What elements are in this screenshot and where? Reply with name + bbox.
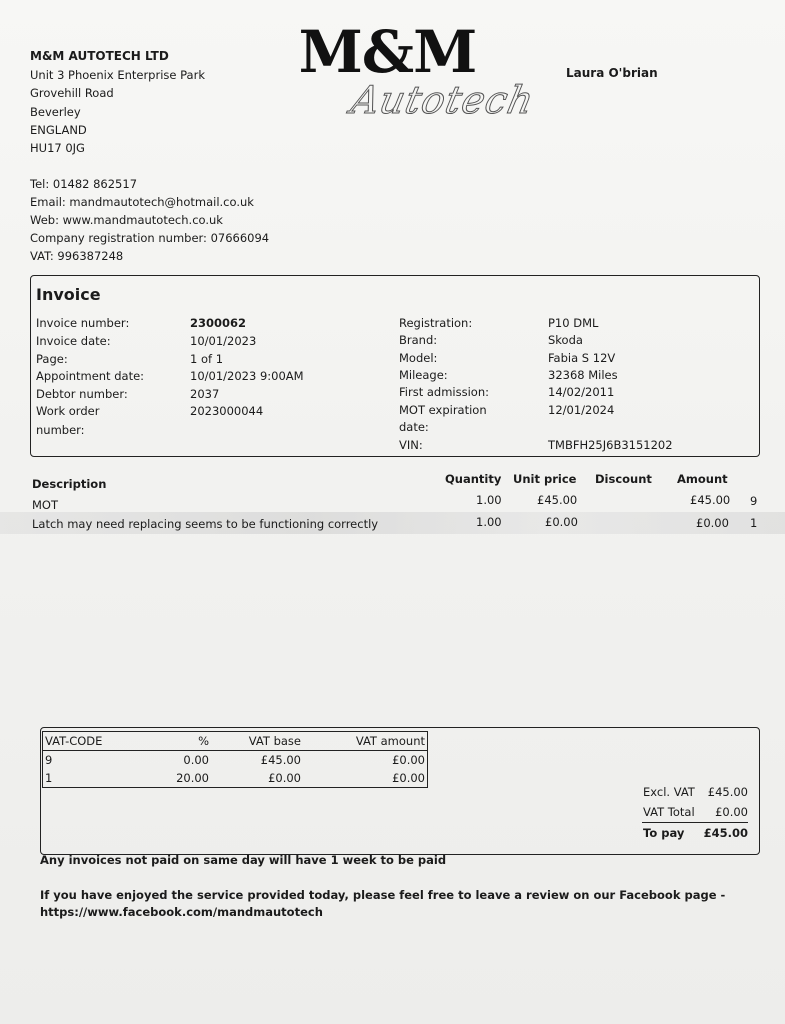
company-registration: Company registration number: 07666094 [30, 231, 270, 245]
debtor-number-label: Debtor number: [36, 387, 128, 401]
company-email: Email: mandmautotech@hotmail.co.uk [30, 195, 254, 209]
discount-header: Discount [595, 472, 652, 486]
address-line: Unit 3 Phoenix Enterprise Park [30, 68, 205, 82]
line-quantity: 1.00 [476, 493, 502, 507]
model-label: Model: [399, 351, 438, 365]
work-order-value: 2023000044 [190, 404, 264, 418]
totals-divider [642, 822, 748, 823]
logo-sub: Autotech [347, 78, 539, 122]
logo-main: M&M [298, 18, 477, 86]
vat-percent-cell: 0.00 [183, 753, 209, 767]
description-header: Description [32, 477, 107, 491]
debtor-number-value: 2037 [190, 387, 220, 401]
line-amount: £0.00 [696, 516, 729, 530]
facebook-link[interactable]: https://www.facebook.com/mandmautotech [40, 905, 323, 919]
address-line: ENGLAND [30, 123, 87, 137]
unit-price-header: Unit price [513, 472, 577, 486]
registration-label: Registration: [399, 316, 473, 330]
first-admission-label: First admission: [399, 385, 489, 399]
excl-vat-label: Excl. VAT [643, 785, 695, 799]
vat-amount-cell: £0.00 [392, 771, 425, 785]
line-description: Latch may need replacing seems to be functioning correctly [32, 517, 379, 531]
line-amount: £45.00 [690, 493, 731, 507]
registration-value: P10 DML [548, 316, 599, 330]
vin-value: TMBFH25J6B3151202 [548, 438, 673, 452]
vat-code-cell: 1 [45, 771, 53, 785]
work-order-label-cont: number: [36, 423, 85, 437]
invoice-details-box [30, 275, 760, 457]
invoice-number-value: 2300062 [190, 316, 247, 330]
vat-code-cell: 9 [45, 753, 53, 767]
mileage-value: 32368 Miles [548, 368, 618, 382]
invoice-date-label: Invoice date: [36, 334, 111, 348]
appointment-date-label: Appointment date: [36, 369, 145, 383]
address-line: Beverley [30, 105, 81, 119]
company-tel: Tel: 01482 862517 [30, 177, 138, 191]
vat-base-header: VAT base [211, 732, 303, 751]
vat-total-label: VAT Total [643, 805, 695, 819]
page-value: 1 of 1 [190, 352, 224, 366]
customer-name: Laura O'brian [566, 66, 658, 80]
invoice-number-label: Invoice number: [36, 316, 130, 330]
address-line: HU17 0JG [30, 141, 85, 155]
model-value: Fabia S 12V [548, 351, 616, 365]
to-pay-label: To pay [643, 826, 685, 840]
vat-base-cell: £0.00 [268, 771, 301, 785]
page-label: Page: [36, 352, 68, 366]
line-vat-code: 9 [750, 494, 758, 508]
line-unit-price: £45.00 [537, 493, 578, 507]
company-name: M&M AUTOTECH LTD [30, 49, 169, 63]
vat-total-value: £0.00 [715, 805, 748, 819]
company-vat: VAT: 996387248 [30, 249, 124, 263]
mileage-label: Mileage: [399, 368, 448, 382]
payment-terms-note: Any invoices not paid on same day will have 1 week to be paid [40, 853, 447, 867]
vat-table [42, 731, 428, 788]
quantity-header: Quantity [445, 472, 502, 486]
vin-label: VIN: [399, 438, 423, 452]
review-note: If you have enjoyed the service provided today, please feel free to leave a review on our Facebook page - [40, 888, 726, 902]
line-quantity: 1.00 [476, 515, 502, 529]
vat-base-cell: £45.00 [260, 753, 301, 767]
line-description: MOT [32, 498, 58, 512]
appointment-date-value: 10/01/2023 9:00AM [190, 369, 304, 383]
company-web: Web: www.mandmautotech.co.uk [30, 213, 223, 227]
invoice-date-value: 10/01/2023 [190, 334, 257, 348]
vat-percent-header: % [107, 732, 211, 751]
to-pay-value: £45.00 [703, 826, 748, 840]
table-row [43, 769, 428, 788]
vat-amount-header: VAT amount [303, 732, 428, 751]
mot-expiration-label-cont: date: [399, 420, 429, 434]
mot-expiration-label: MOT expiration [399, 403, 487, 417]
work-order-label: Work order [36, 404, 100, 418]
vat-amount-cell: £0.00 [392, 753, 425, 767]
invoice-title: Invoice [36, 285, 101, 304]
table-row [43, 751, 428, 770]
excl-vat-value: £45.00 [707, 785, 748, 799]
address-line: Grovehill Road [30, 86, 114, 100]
line-unit-price: £0.00 [545, 515, 578, 529]
amount-header: Amount [677, 472, 728, 486]
line-vat-code: 1 [750, 516, 758, 530]
mot-expiration-value: 12/01/2024 [548, 403, 615, 417]
first-admission-value: 14/02/2011 [548, 385, 615, 399]
brand-label: Brand: [399, 333, 438, 347]
vat-percent-cell: 20.00 [176, 771, 209, 785]
vat-code-header: VAT-CODE [43, 732, 108, 751]
brand-value: Skoda [548, 333, 583, 347]
